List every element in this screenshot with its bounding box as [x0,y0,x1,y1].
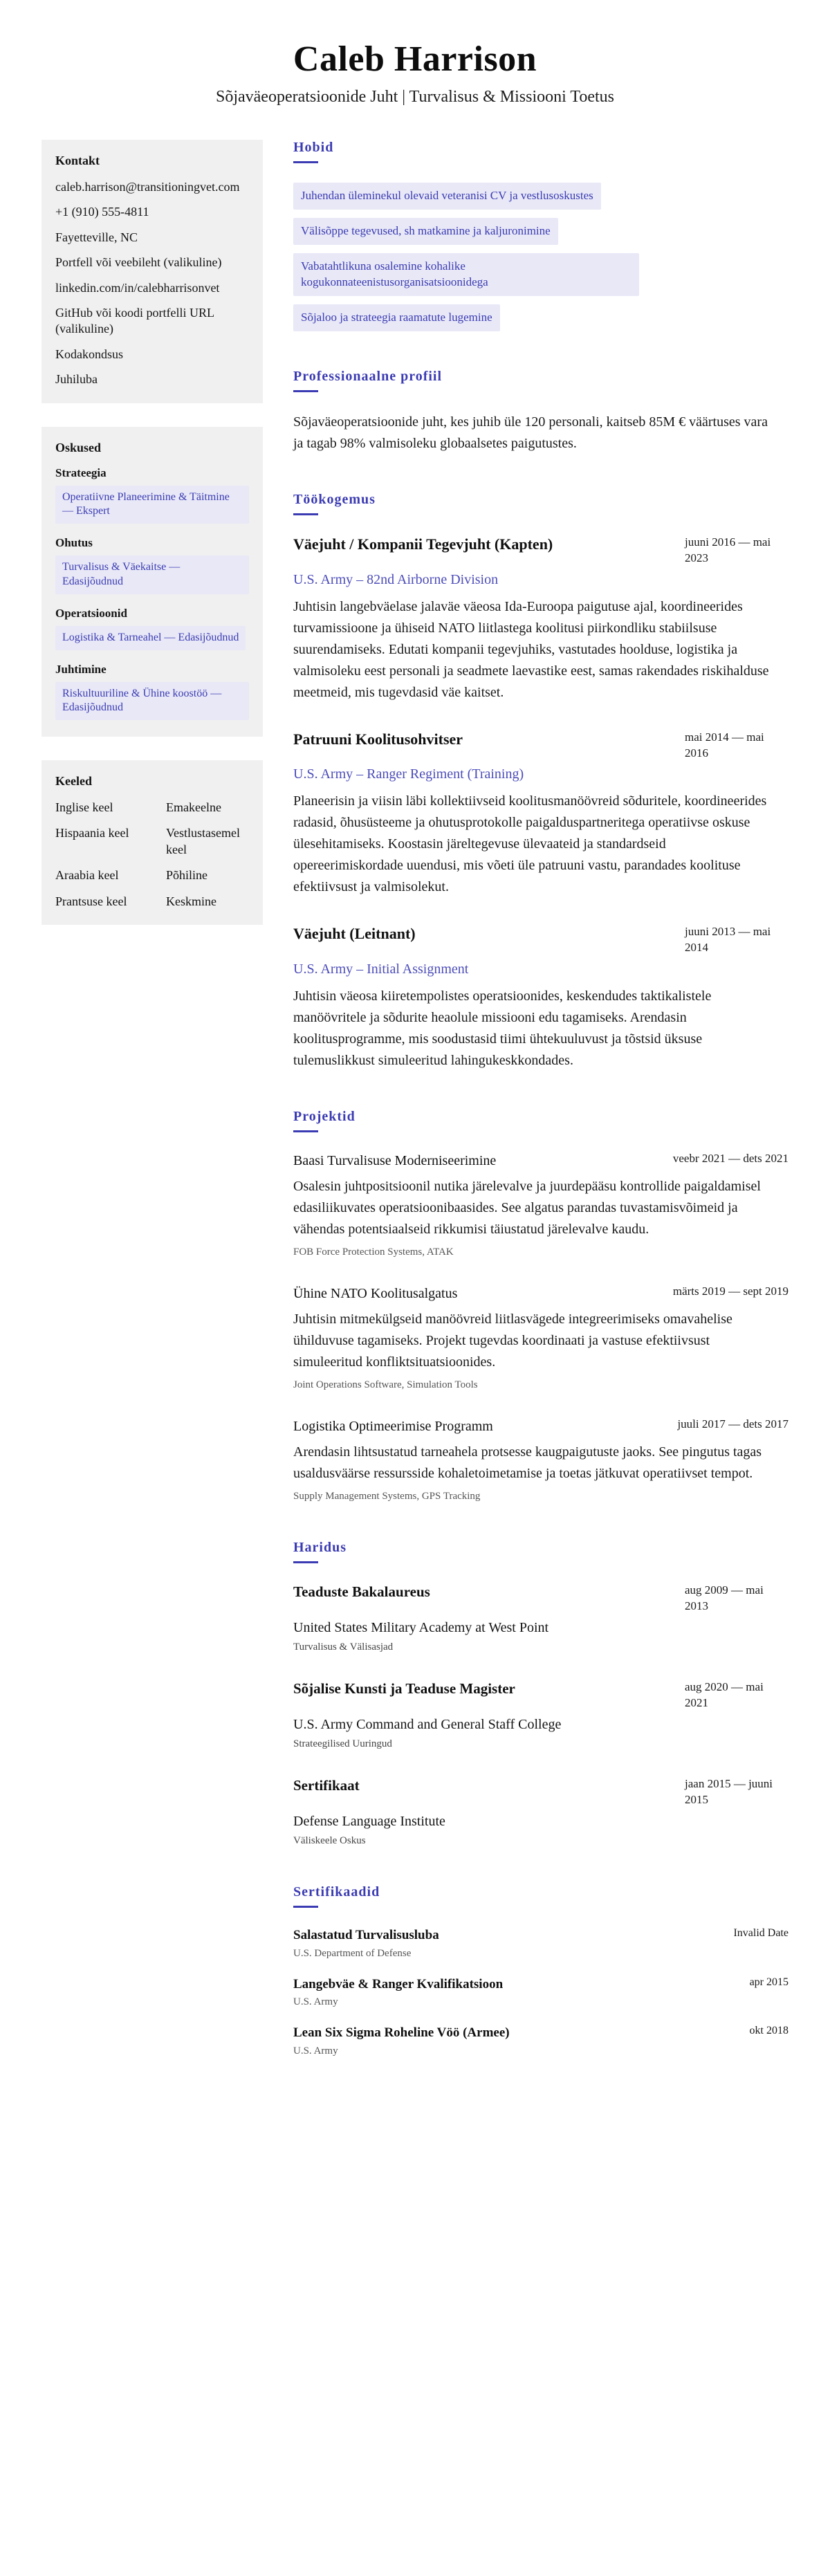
job-entry [293,730,788,899]
language-row [55,894,249,910]
candidate-name: Caleb Harrison [293,39,537,79]
section-rule [293,161,318,163]
section-rule [293,1561,318,1563]
education-dates: aug 2009 — mai 2013 [685,1583,764,1613]
certification-date: apr 2015 [749,1976,788,1988]
certification-name: Salastatud Turvalisusluba [293,1927,439,1942]
project-dates: märts 2019 — sept 2019 [672,1285,788,1298]
project-entry-head [293,1152,788,1170]
sidebar [42,140,263,948]
job-title: Väejuht / Kompanii Tegevjuht (Kapten) [293,535,553,553]
project-tools: FOB Force Protection Systems, ATAK [293,1246,454,1258]
project-dates: veebr 2021 — dets 2021 [672,1152,788,1166]
certification-entry [293,2025,788,2057]
education-entry-head [293,1776,788,1808]
hobbies-section-title: Hobid [293,140,334,155]
contact-phone: +1 (910) 555-4811 [55,205,149,219]
job-entry [293,924,788,1071]
skill-category: Juhtimine [55,662,107,676]
hobby-chip: Sõjaloo ja strateegia raamatute lugemine [293,304,500,331]
education-field: Väliskeele Oskus [293,1834,366,1846]
certification-org: U.S. Army [293,2045,338,2057]
skill-chip: Turvalisus & Väekaitse — Edasijõudnud [55,555,249,594]
job-title: Väejuht (Leitnant) [293,925,416,943]
candidate-tagline: Sõjaväeoperatsioonide Juht | Turvalisus & Missiooni Toetus [215,88,615,106]
skills-section-title: Oskused [55,440,102,454]
certification-entry [293,1976,788,2009]
hobby-chip: Juhendan üleminekul olevaid veteranisi CV ja vestlusoskustes [293,183,601,210]
education-school: U.S. Army Command and General Staff College [293,1717,562,1733]
certifications-section [293,1884,788,2057]
main-column [293,140,788,2095]
certification-name: Langebväe & Ranger Kvalifikatsioon [293,1976,504,1991]
resume-content [42,140,788,2095]
language-level: Vestlustasemel keel [166,826,240,856]
section-rule [293,513,318,515]
language-name: Prantsuse keel [55,894,127,908]
language-name: Hispaania keel [55,826,129,840]
section-rule [293,390,318,392]
profile-text: Sõjaväeoperatsioonide juht, kes juhib üle 120 personali, kaitseb 85M € väärtuses vara ja tagab 98% valmisoleku globaalsetes paigutustes. [293,414,768,451]
certification-entry-head [293,1976,788,1994]
job-dates: juuni 2013 — mai 2014 [685,925,771,955]
project-title: Baasi Turvalisuse Moderniseerimine [293,1153,497,1169]
education-section-title: Haridus [293,1540,347,1556]
education-entry [293,1583,788,1653]
job-entry-head [293,535,788,567]
language-row [55,867,249,883]
skills-section [42,427,263,737]
certifications-section-title: Sertifikaadid [293,1884,380,1899]
education-school: Defense Language Institute [293,1813,445,1829]
experience-section-title: Töökogemus [293,491,376,507]
education-field: Strateegilised Uuringud [293,1738,392,1750]
education-entry-head [293,1583,788,1614]
certification-org: U.S. Army [293,1996,338,2008]
language-level: Keskmine [166,894,216,908]
project-description: Osalesin juhtpositsioonil nutika järelevalve ja juurdepääsu kontrollide paigaldamisel edasiliikuvates operatsioonibaasides. See algatus parandas tuvastamisvõimeid ja vähendas potentsiaalseid rikkumisi täiustatud järelevalve kaudu. [293,1179,761,1238]
certification-date: okt 2018 [749,2025,788,2037]
projects-section [293,1109,788,1502]
education-section [293,1540,788,1847]
job-description: Juhtisin langebväelase jalaväe väeosa Ida-Euroopa paigutuse ajal, koordineerides turvamissioone ja ühiseid NATO liitlastega koolitusi piirkondliku stabiilsuse suurendamiseks. Edutati kompanii tegevjuhiks, vastutades hoolduse, logistika ja valmisoleku eest personali ja seadmete laevastike eest, samas rakendades riskihalduse meetmeid, mis tugevdasid väe kaitset. [293,598,769,700]
hobbies-section [293,140,788,331]
project-title: Logistika Optimeerimise Programm [293,1419,493,1435]
job-company: U.S. Army – 82nd Airborne Division [293,571,499,587]
hobby-chip: Välisõppe tegevused, sh matkamine ja kaljuronimine [293,218,558,245]
project-entry-head [293,1417,788,1436]
contact-citizenship: Kodakondsus [55,347,123,361]
job-entry-head [293,730,788,762]
education-school: United States Military Academy at West Point [293,1620,549,1636]
skill-chip: Riskultuuriline & Ühine koostöö — Edasijõudnud [55,682,249,721]
contact-section [42,140,263,403]
section-rule [293,1130,318,1132]
contact-section-title: Kontakt [55,154,100,167]
certification-entry [293,1927,788,1960]
contact-linkedin[interactable]: linkedin.com/in/calebharrisonvet [55,280,220,295]
education-entry [293,1680,788,1750]
job-description: Juhtisin väeosa kiiretempolistes operatsioonides, keskendudes taktikalistele manöövritele ja sõdurite heaolule missiooni edu tagamiseks. Arendasin koolitusprogramme, mis soodustasid tiimi ühtekuuluvust ja tõstsid üksuse tulemuslikkust simuleeritud lahingukeskkondades. [293,988,712,1069]
skill-category: Ohutus [55,536,93,550]
certification-name: Lean Six Sigma Roheline Vöö (Armee) [293,2025,510,2041]
education-degree: Sertifikaat [293,1777,360,1794]
certification-date: Invalid Date [733,1926,788,1939]
project-entry-head [293,1285,788,1303]
education-dates: jaan 2015 — juuni 2015 [685,1777,773,1806]
skill-category: Operatsioonid [55,606,127,620]
contact-portfolio: Portfell või veebileht (valikuline) [55,255,222,270]
skill-group-operations [55,607,249,650]
education-field: Turvalisus & Välisasjad [293,1641,394,1653]
contact-location: Fayetteville, NC [55,230,138,244]
job-title: Patruuni Koolitusohvitser [293,730,463,748]
language-level: Põhiline [166,868,208,883]
education-entry [293,1776,788,1847]
job-company: U.S. Army – Ranger Regiment (Training) [293,766,524,782]
language-row [55,800,249,816]
skill-category: Strateegia [55,466,107,479]
language-name: Araabia keel [55,868,119,883]
job-dates: juuni 2016 — mai 2023 [685,535,771,564]
project-tools: Supply Management Systems, GPS Tracking [293,1491,481,1502]
job-entry [293,535,788,703]
profile-section-title: Professionaalne profiil [293,368,443,384]
job-dates: mai 2014 — mai 2016 [685,730,764,760]
skill-group-leadership [55,663,249,721]
project-dates: juuli 2017 — dets 2017 [677,1417,788,1431]
project-tools: Joint Operations Software, Simulation Tools [293,1379,478,1391]
project-entry [293,1285,788,1391]
job-entry-head [293,924,788,956]
job-company: U.S. Army – Initial Assignment [293,962,469,977]
certification-entry-head [293,1927,788,1944]
profile-section [293,369,788,454]
project-title: Ühine NATO Koolitusalgatus [293,1286,458,1302]
education-entry-head [293,1680,788,1711]
project-description: Arendasin lihtsustatud tarneahela protsesse kaugpaigutuste jaoks. See pingutus tagas usaldusväärse ressursside kohaletoimetamise ja toetas jätkuvat operatiivset tempot. [293,1444,762,1482]
projects-section-title: Projektid [293,1109,356,1125]
language-name: Inglise keel [55,800,113,815]
education-degree: Sõjalise Kunsti ja Teaduse Magister [293,1680,515,1698]
experience-section [293,492,788,1072]
project-entry [293,1417,788,1502]
education-degree: Teaduste Bakalaureus [293,1583,430,1601]
certification-entry-head [293,2025,788,2042]
skill-group-strategy [55,466,249,524]
section-rule [293,1906,318,1908]
certification-org: U.S. Department of Defense [293,1947,412,1959]
resume-header [42,39,788,107]
languages-section-title: Keeled [55,774,92,789]
contact-drivers-license: Juhiluba [55,372,98,387]
skill-group-safety [55,536,249,594]
contact-github: GitHub või koodi portfelli URL (valikuline) [55,305,214,336]
language-row [55,825,249,858]
job-description: Planeerisin ja viisin läbi kollektiivseid koolitusmanöövreid sõduritele, koordineerides radasid, õhusüsteeme ja ohutusprotokolle paigalduspartneritega operatiivse oskuse ülesehitamiseks. Koostasin järeltegevuse ülevaateid ja standardseid opereerimiskordade uuendusi, mis võeti üle patruuni vastu, parandades koolituse efektiivsust ja valmisolekut. [293,793,767,895]
languages-section [42,760,263,925]
contact-email[interactable]: caleb.harrison@transitioningvet.com [55,180,240,194]
skill-chip: Logistika & Tarneahel — Edasijõudnud [55,626,246,650]
skill-chip: Operatiivne Planeerimine & Täitmine — Ekspert [55,486,249,524]
language-level: Emakeelne [166,800,221,815]
project-description: Juhtisin mitmekülgseid manöövreid liitlasvägede integreerimiseks omavahelise ühilduvuse tagamiseks. Projekt tugevdas koordinaati ja vastuse efektiivsust simuleeritud konfliktsituatsioonides. [293,1312,732,1370]
project-entry [293,1152,788,1258]
hobby-chip: Vabatahtlikuna osalemine kohalike kogukonnateenistusorganisatsioonidega [293,253,639,296]
education-dates: aug 2020 — mai 2021 [685,1680,764,1710]
